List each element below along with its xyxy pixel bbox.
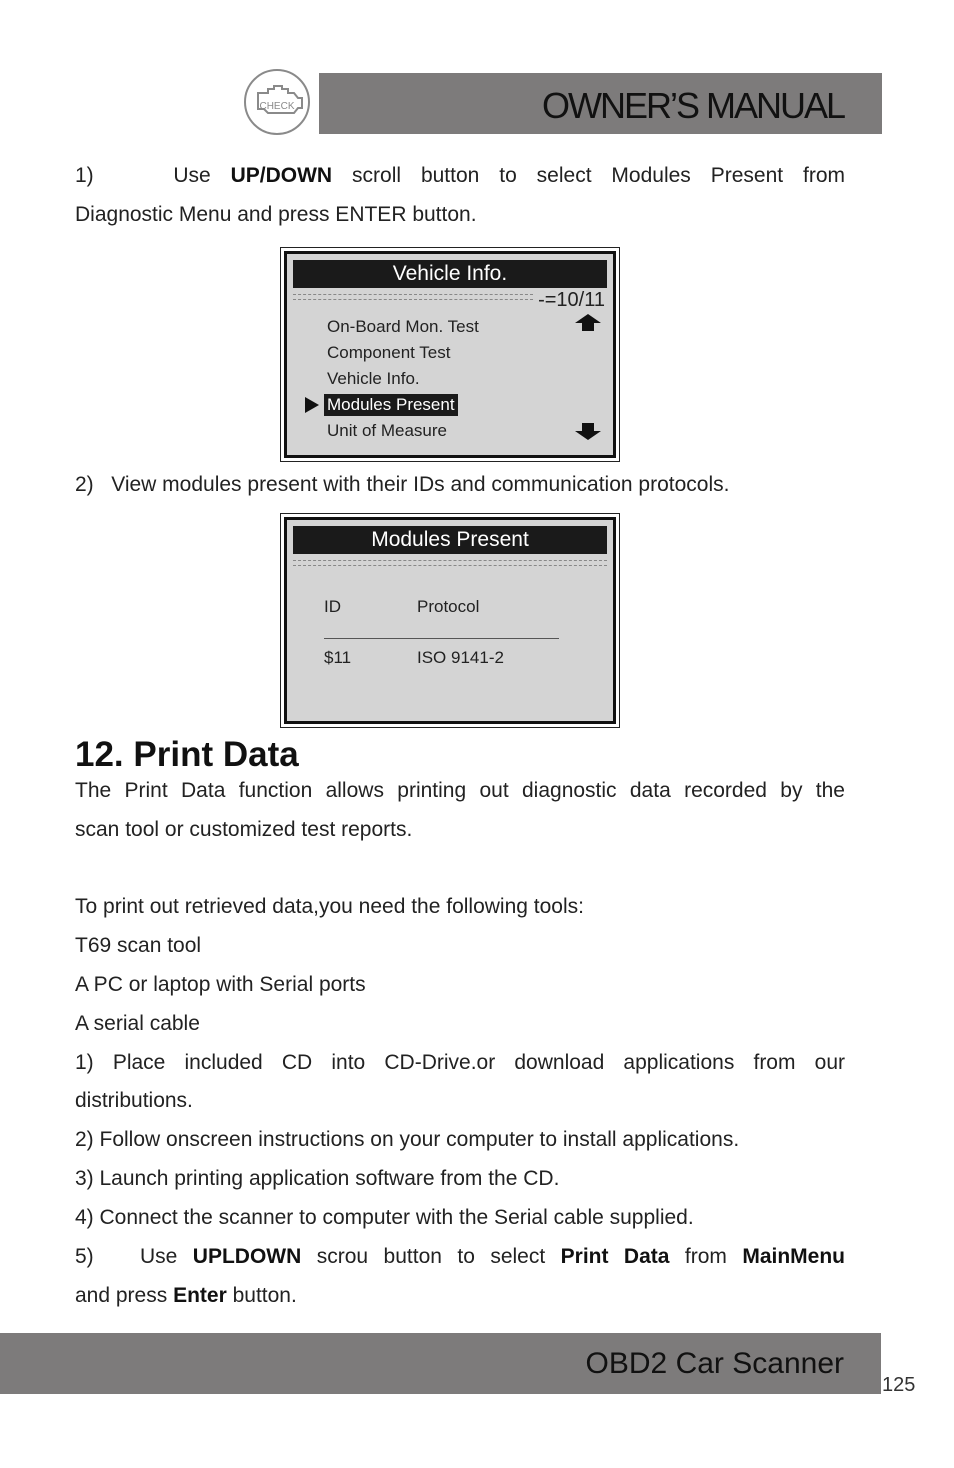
step1-post: scroll button to select Modules Present from — [352, 164, 846, 187]
step5-text: from — [669, 1245, 743, 1268]
tool-item: T69 scan tool — [75, 934, 202, 957]
step5-bold: MainMenu — [742, 1245, 845, 1268]
check-engine-logo — [244, 69, 310, 135]
print-step2: 2) Follow onscreen instructions on your computer to install applications. — [75, 1128, 740, 1151]
print-step1-line2: distributions. — [75, 1089, 193, 1112]
screen-divider — [293, 294, 533, 300]
col-protocol-header: Protocol — [417, 597, 480, 616]
header-title: OWNER’S MANUAL — [541, 85, 844, 126]
menu-item: Component Test — [327, 343, 451, 362]
screen-title: Modules Present — [293, 526, 607, 554]
print-step3: 3) Launch printing application software from the CD. — [75, 1167, 560, 1190]
modules-present-screen — [280, 513, 620, 728]
tool-item: A serial cable — [75, 1012, 200, 1035]
intro-line2: scan tool or customized test reports. — [75, 818, 413, 841]
menu-item: Vehicle Info. — [327, 369, 420, 388]
module-protocol: ISO 9141-2 — [417, 648, 504, 667]
step5-text: and press — [75, 1284, 174, 1307]
col-id-header: ID — [324, 597, 341, 616]
menu-item-selected: Modules Present — [324, 394, 458, 416]
tools-intro: To print out retrieved data,you need the following tools: — [75, 895, 584, 918]
step1-bold: UP/DOWN — [230, 164, 333, 187]
tool-item: A PC or laptop with Serial ports — [75, 973, 366, 996]
menu-item: Unit of Measure — [327, 421, 447, 440]
table-divider — [324, 638, 559, 639]
step5-text: scrou button to select — [301, 1245, 561, 1268]
screen-display — [284, 251, 616, 458]
step5-text: button. — [226, 1284, 297, 1307]
step5-bold: UPLDOWN — [192, 1245, 302, 1268]
vehicle-info-screen — [280, 247, 620, 462]
logo-text: CHECK — [259, 101, 295, 112]
section-heading: 12. Print Data — [75, 735, 299, 774]
step2-number: 2) — [75, 473, 94, 496]
arrow-down-icon — [575, 422, 601, 440]
step1-number: 1) — [75, 164, 94, 187]
screen-display — [284, 517, 616, 724]
print-step1-line1: 1) Place included CD into CD-Drive.or download applications from our — [75, 1051, 845, 1074]
step5-bold: Enter — [173, 1284, 227, 1307]
print-step5-line1 — [75, 1237, 845, 1276]
selection-pointer-icon — [305, 397, 319, 413]
print-step5-line2 — [75, 1276, 845, 1315]
screen-divider — [293, 560, 607, 566]
step1-line2: Diagnostic Menu and press ENTER button. — [75, 203, 477, 226]
footer-bar — [0, 1333, 881, 1394]
arrow-up-icon — [575, 314, 601, 332]
header-bar — [319, 73, 882, 134]
page-number: 125 — [882, 1374, 916, 1396]
step1-pre: Use — [173, 164, 211, 187]
step2 — [75, 465, 845, 504]
footer-title: OBD2 Car Scanner — [585, 1347, 844, 1380]
menu-item: On-Board Mon. Test — [327, 317, 479, 336]
step2-text: View modules present with their IDs and communication protocols. — [111, 473, 730, 496]
step5-text: 5) Use — [75, 1245, 193, 1268]
step1-line1 — [75, 156, 845, 195]
page-counter: -=10/11 — [538, 289, 605, 311]
module-id: $11 — [324, 648, 352, 667]
print-step4: 4) Connect the scanner to computer with the Serial cable supplied. — [75, 1206, 694, 1229]
intro-line1: The Print Data function allows printing out diagnostic data recorded by the — [75, 779, 845, 802]
screen-title: Vehicle Info. — [293, 260, 607, 288]
step5-bold: Print Data — [560, 1245, 670, 1268]
